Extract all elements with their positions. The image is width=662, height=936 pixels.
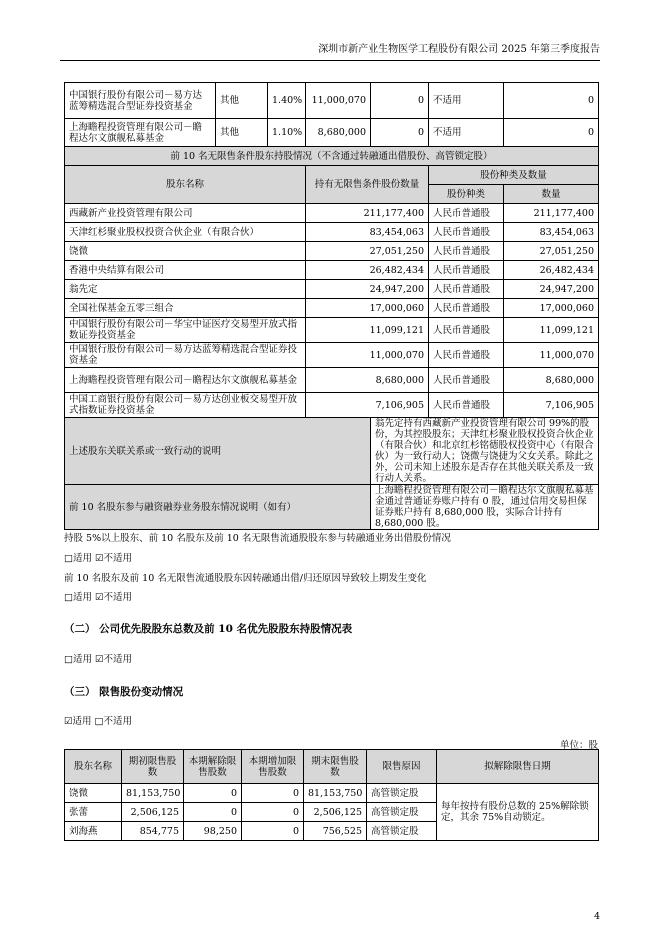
rs-reason: 高管锁定股 xyxy=(367,822,437,841)
rs-begin: 854,775 xyxy=(122,822,184,841)
pledge-status: 不适用 xyxy=(429,83,504,119)
holder-pct: 1.40% xyxy=(268,83,306,119)
change-checkbox: □适用 ☑不适用 xyxy=(64,592,133,603)
col-name-header: 股东名称 xyxy=(65,166,306,204)
holder-nature: 其他 xyxy=(216,119,268,147)
ur-type: 人民币普通股 xyxy=(429,280,504,299)
ur-amount: 7,106,905 xyxy=(504,393,599,418)
ur-type: 人民币普通股 xyxy=(429,204,504,223)
table-row xyxy=(65,343,599,368)
col-reason: 限售原因 xyxy=(367,750,437,784)
ur-type: 人民币普通股 xyxy=(429,242,504,261)
rs-added: 0 xyxy=(242,784,304,803)
rs-reason: 高管锁定股 xyxy=(367,803,437,822)
col-amount-header: 数量 xyxy=(504,185,599,204)
rs-added: 0 xyxy=(242,803,304,822)
col-holder: 股东名称 xyxy=(65,750,122,784)
related-row xyxy=(65,418,599,485)
ur-type: 人民币普通股 xyxy=(429,299,504,318)
col-type-group-header: 股份种类及数量 xyxy=(429,166,599,185)
rs-end: 81,153,750 xyxy=(304,784,367,803)
holder-nature: 其他 xyxy=(216,83,268,119)
rs-name: 张蕾 xyxy=(65,803,122,822)
col-begin: 期初限售股数 xyxy=(122,750,184,784)
unit-label: 单位：股 xyxy=(559,740,598,751)
ur-amount: 27,051,250 xyxy=(504,242,599,261)
holder-shares: 11,000,070 xyxy=(306,83,371,119)
table-row xyxy=(65,204,599,223)
ur-name: 中国工商银行股份有限公司－易方达创业板交易型开放式指数证券投资基金 xyxy=(65,393,306,418)
pledge-qty: 0 xyxy=(504,83,599,119)
header-rule xyxy=(60,60,600,61)
table-row xyxy=(65,261,599,280)
ur-name: 中国银行股份有限公司－易方达蓝筹精选混合型证券投资基金 xyxy=(65,343,306,368)
col-type-header: 股份种类 xyxy=(429,185,504,204)
rs-begin: 81,153,750 xyxy=(122,784,184,803)
col-released: 本期解除限售股数 xyxy=(184,750,242,784)
col-end: 期末限售股数 xyxy=(304,750,367,784)
ur-type: 人民币普通股 xyxy=(429,318,504,343)
ur-name: 中国银行股份有限公司－华宝中证医疗交易型开放式指数证券投资基金 xyxy=(65,318,306,343)
ur-qty: 24,947,200 xyxy=(306,280,429,299)
section-preferred-title: （二） 公司优先股股东总数及前 10 名优先股股东持股情况表 xyxy=(64,623,353,635)
margin-label: 前 10 名股东参与融资融券业务股东情况说明（如有） xyxy=(65,485,371,530)
top-holder-row xyxy=(65,119,599,147)
table-row xyxy=(65,393,599,418)
pledge-status: 不适用 xyxy=(429,119,504,147)
preferred-checkbox: □适用 ☑不适用 xyxy=(64,654,133,665)
related-text: 翁先定持有西藏新产业投资管理有限公司 99%的股份，为其控股股东；天津红杉聚业股权投资合伙企业（有限合伙）和北京红杉铭德股权投资中心（有限合伙）为一致行动人；饶微与饶捷为父女关系。除此之外，公司未知上述股东是否存在其他关联关系及一致行动人关系。 xyxy=(371,418,599,485)
holder-name: 上海瞻程投资管理有限公司－瞻程达尔文旗舰私募基金 xyxy=(65,119,216,147)
ur-amount: 26,482,434 xyxy=(504,261,599,280)
ur-name: 饶微 xyxy=(65,242,306,261)
ur-amount: 11,000,070 xyxy=(504,343,599,368)
rs-end: 756,525 xyxy=(304,822,367,841)
holder-name: 中国银行股份有限公司－易方达蓝筹精选混合型证券投资基金 xyxy=(65,83,216,119)
restricted-checkbox: ☑适用 □不适用 xyxy=(64,716,133,727)
table-row xyxy=(65,299,599,318)
change-text: 前 10 名股东及前 10 名无限售流通股股东因转融通出借/归还原因导致较上期发生变化 xyxy=(64,573,427,584)
ur-name: 天津红杉聚业股权投资合伙企业（有限合伙） xyxy=(65,223,306,242)
rs-added: 0 xyxy=(242,822,304,841)
holder-shares: 8,680,000 xyxy=(306,119,371,147)
ur-name: 翁先定 xyxy=(65,280,306,299)
page-number: 4 xyxy=(593,911,600,922)
margin-row xyxy=(65,485,599,530)
unrestricted-title: 前 10 名无限售条件股东持股情况（不含通过转融通出借股份、高管锁定股） xyxy=(65,147,599,166)
ur-qty: 11,099,121 xyxy=(306,318,429,343)
table-row xyxy=(65,784,599,803)
rs-name: 饶微 xyxy=(65,784,122,803)
section-restricted-title: （三） 限售股份变动情况 xyxy=(64,686,184,698)
ur-amount: 24,947,200 xyxy=(504,280,599,299)
table-row xyxy=(65,318,599,343)
ur-name: 西藏新产业投资管理有限公司 xyxy=(65,204,306,223)
ur-qty: 11,000,070 xyxy=(306,343,429,368)
restricted-header-row xyxy=(65,750,599,784)
ur-type: 人民币普通股 xyxy=(429,393,504,418)
ur-amount: 83,454,063 xyxy=(504,223,599,242)
rs-name: 刘海燕 xyxy=(65,822,122,841)
ur-qty: 7,106,905 xyxy=(306,393,429,418)
holder-restricted: 0 xyxy=(371,83,429,119)
holder-pct: 1.10% xyxy=(268,119,306,147)
holder-restricted: 0 xyxy=(371,119,429,147)
table-row xyxy=(65,223,599,242)
shareholder-table xyxy=(64,82,599,530)
ur-qty: 8,680,000 xyxy=(306,368,429,393)
lending-checkbox: □适用 ☑不适用 xyxy=(64,553,133,564)
col-added: 本期增加限售股数 xyxy=(242,750,304,784)
ur-qty: 83,454,063 xyxy=(306,223,429,242)
release-note: 每年按持有股份总数的 25%解除锁定，其余 75%自动锁定。 xyxy=(437,784,599,841)
ur-amount: 11,099,121 xyxy=(504,318,599,343)
margin-text: 上海瞻程投资管理有限公司－瞻程达尔文旗舰私募基金通过普通证券账户持有 0 股，通过信用交易担保证券账户持有 8,680,000 股，实际合计持有 8,680,000 股。 xyxy=(371,485,599,530)
ur-name: 上海瞻程投资管理有限公司－瞻程达尔文旗舰私募基金 xyxy=(65,368,306,393)
pledge-qty: 0 xyxy=(504,119,599,147)
lending-text: 持股 5%以上股东、前 10 名股东及前 10 名无限售流通股股东参与转融通业务出借股份情况 xyxy=(64,533,451,544)
unrestricted-title-row xyxy=(65,147,599,166)
ur-amount: 17,000,060 xyxy=(504,299,599,318)
col-release-date: 拟解除限售日期 xyxy=(437,750,599,784)
ur-amount: 211,177,400 xyxy=(504,204,599,223)
ur-type: 人民币普通股 xyxy=(429,368,504,393)
ur-qty: 17,000,060 xyxy=(306,299,429,318)
rs-released: 0 xyxy=(184,803,242,822)
rs-begin: 2,506,125 xyxy=(122,803,184,822)
ur-type: 人民币普通股 xyxy=(429,261,504,280)
ur-qty: 26,482,434 xyxy=(306,261,429,280)
ur-type: 人民币普通股 xyxy=(429,343,504,368)
table-row xyxy=(65,280,599,299)
report-header: 深圳市新产业生物医学工程股份有限公司 2025 年第三季度报告 xyxy=(318,44,600,55)
table-row xyxy=(65,368,599,393)
related-label: 上述股东关联关系或一致行动的说明 xyxy=(65,418,371,485)
unrestricted-header-row xyxy=(65,166,599,185)
col-qty-header: 持有无限售条件股份数量 xyxy=(306,166,429,204)
ur-name: 全国社保基金五零三组合 xyxy=(65,299,306,318)
rs-reason: 高管锁定股 xyxy=(367,784,437,803)
rs-released: 98,250 xyxy=(184,822,242,841)
table-row xyxy=(65,242,599,261)
ur-name: 香港中央结算有限公司 xyxy=(65,261,306,280)
ur-amount: 8,680,000 xyxy=(504,368,599,393)
ur-qty: 27,051,250 xyxy=(306,242,429,261)
ur-type: 人民币普通股 xyxy=(429,223,504,242)
ur-qty: 211,177,400 xyxy=(306,204,429,223)
rs-end: 2,506,125 xyxy=(304,803,367,822)
top-holder-row xyxy=(65,83,599,119)
rs-released: 0 xyxy=(184,784,242,803)
restricted-shares-table xyxy=(64,749,599,841)
